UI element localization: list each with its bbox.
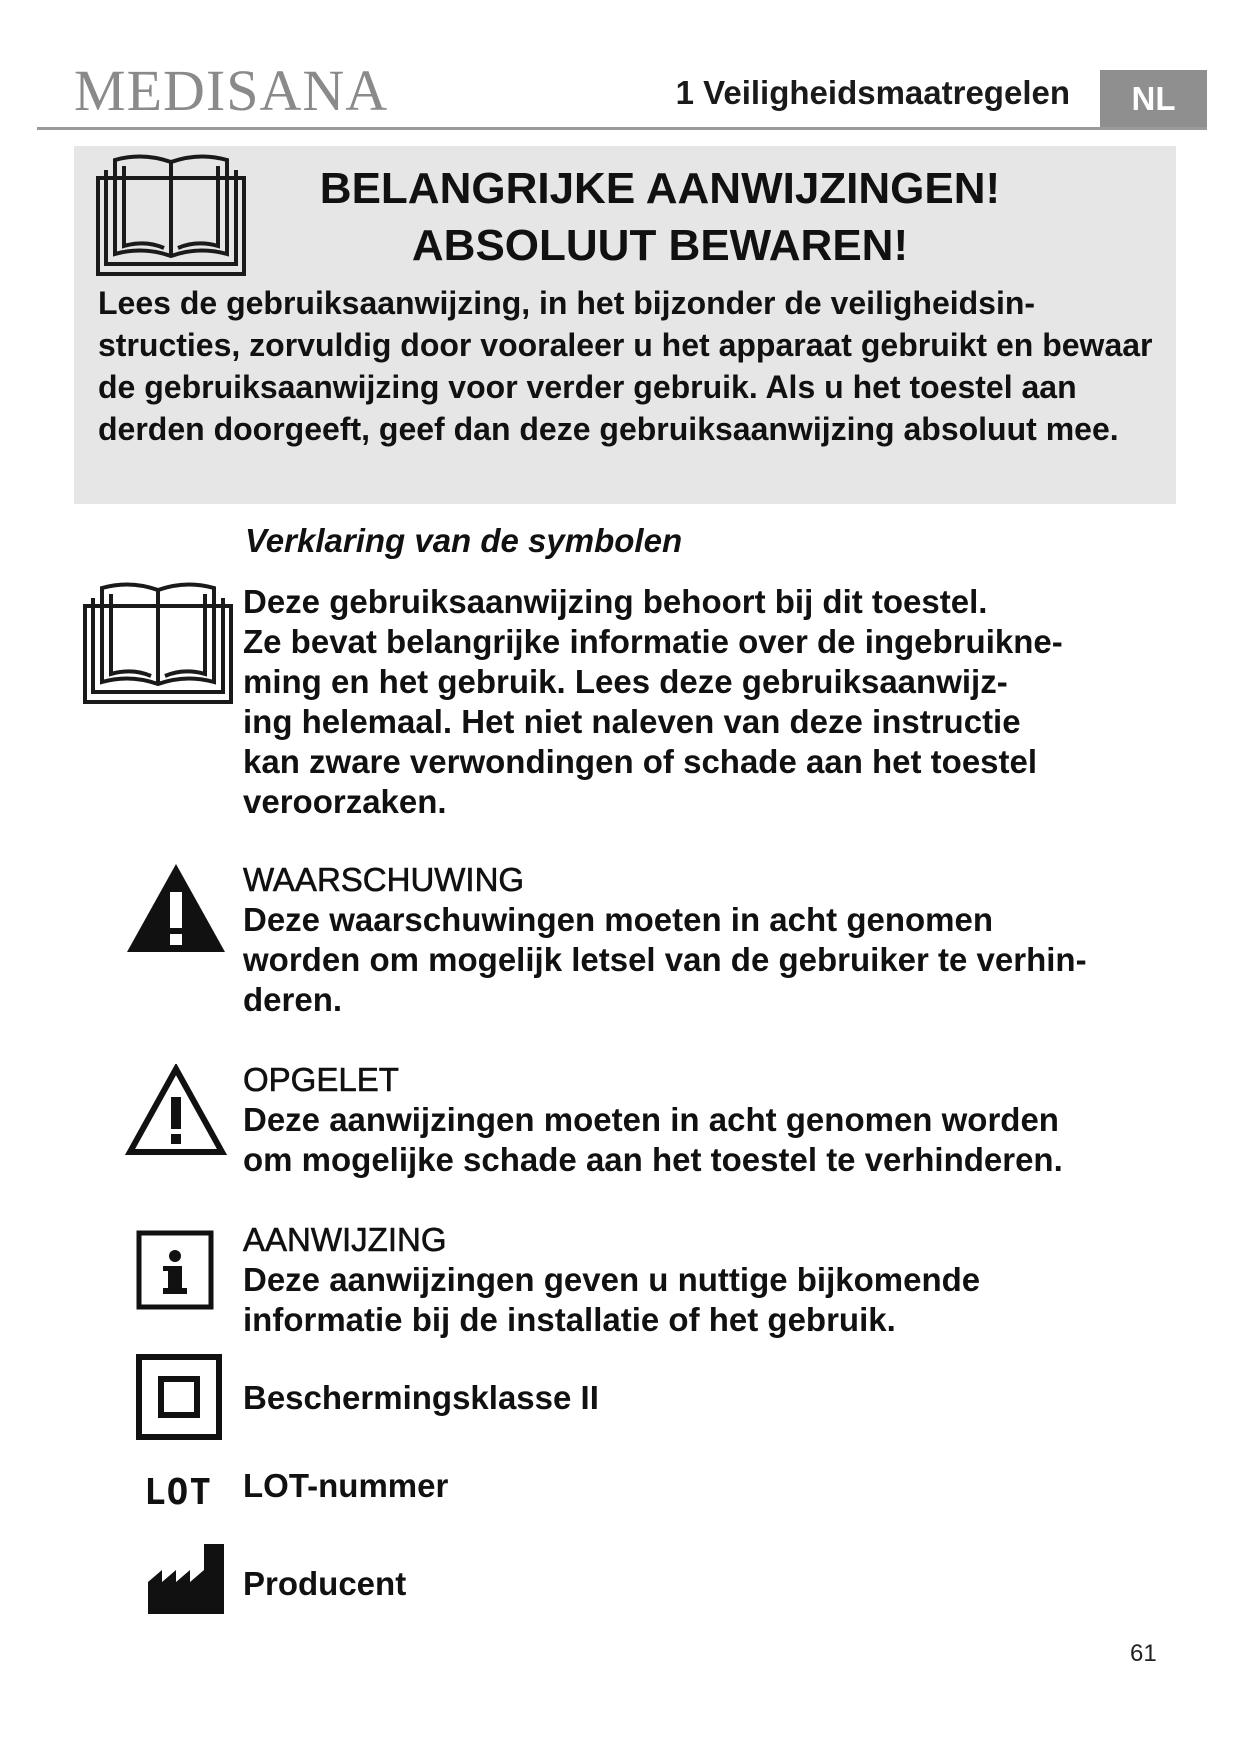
caution-description: Deze aanwijzingen moeten in acht genomen worden om mogelijke schade aan het toestel te verhinderen. (243, 1101, 1063, 1178)
notice-body: Lees de gebruiksaanwijzing, in het bijzonder de veiligheidsin-structies, zorvuldig door vooraleer u het apparaat gebruikt en bewaar de gebruiksaanwijzing voor verder gebruik. Als u het toestel aan derden doorgeeft, geef dan deze gebruiksaanwijzing absoluut mee. (98, 285, 1153, 447)
caution-outline-triangle-icon (125, 1064, 227, 1156)
open-book-icon (82, 580, 234, 705)
note-label: AANWIJZING (243, 1221, 447, 1258)
warning-label: WAARSCHUWING (243, 861, 525, 898)
notice-title-line-1: BELANGRIJKE AANWIJZINGEN! (319, 164, 1001, 213)
lot-number-label: LOT-nummer (243, 1467, 449, 1504)
manufacturer-label: Producent (243, 1565, 407, 1602)
factory-icon (148, 1544, 224, 1614)
lot-symbol: LOT (144, 1472, 213, 1513)
warning-filled-triangle-icon (125, 862, 227, 954)
symbol-entry-caution (243, 1060, 1143, 1180)
section-title: 1 Veiligheidsmaatregelen (675, 74, 1070, 111)
page-number: 61 (1130, 1640, 1157, 1667)
symbol-entry-warning (243, 860, 1143, 1020)
protection-class-label: Beschermingsklasse II (243, 1379, 599, 1416)
note-description: Deze aanwijzingen geven u nuttige bijkomende informatie bij de installatie of het gebruik. (243, 1261, 981, 1338)
double-square-icon (136, 1354, 222, 1440)
info-icon (136, 1230, 214, 1310)
notice-title (220, 160, 1100, 274)
language-badge: NL (1100, 70, 1207, 128)
symbols-heading: Verklaring van de symbolen (245, 522, 683, 559)
notice-title-line-2: ABSOLUUT BEWAREN! (411, 221, 909, 270)
brand-logo: MEDISANA (74, 58, 389, 123)
symbol-entry-manual (243, 582, 1143, 822)
manual-description: Deze gebruiksaanwijzing behoort bij dit toestel. Ze bevat belangrijke informatie over de ingebruikne- ming en het gebruik. Lees deze gebruiksaanwijz- ing helemaal. Het niet naleven van deze instructie kan zware verwondingen of schade aan het toestel veroorzaken. (243, 583, 1063, 820)
warning-description: Deze waarschuwingen moeten in acht genomen worden om mogelijk letsel van de gebruiker te verhin- deren. (243, 901, 1087, 1018)
symbol-entry-note (243, 1220, 1143, 1340)
caution-label: OPGELET (243, 1061, 399, 1098)
header-divider (37, 127, 1207, 130)
